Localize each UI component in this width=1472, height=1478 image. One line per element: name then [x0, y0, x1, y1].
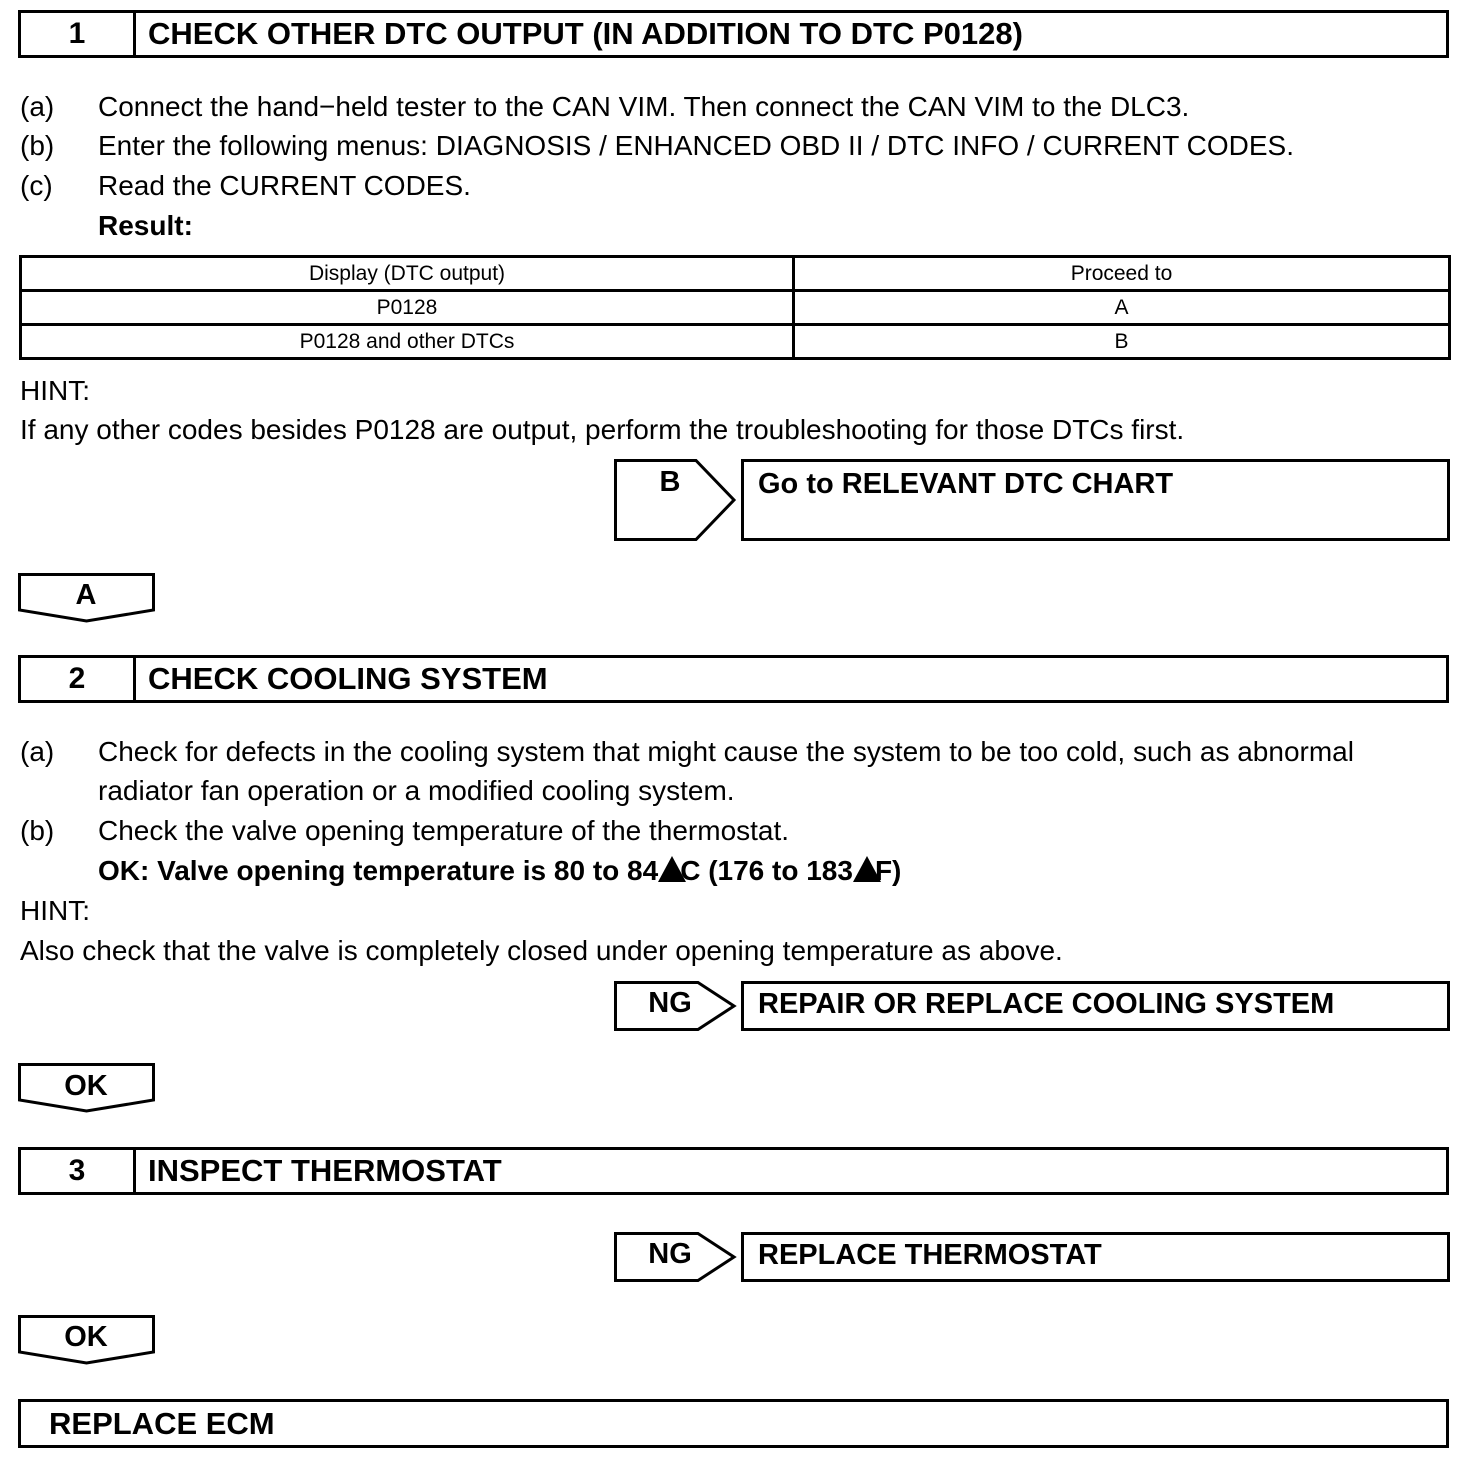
branch-ng-action: REPLACE THERMOSTAT	[741, 1232, 1450, 1282]
item-label: (b)	[20, 815, 55, 846]
final-action: REPLACE ECM	[49, 1405, 275, 1441]
table-cell: P0128	[21, 291, 794, 325]
table-row	[21, 325, 1450, 359]
table-row	[21, 291, 1450, 325]
step-2-ok-criterion	[98, 854, 901, 888]
table-cell: P0128 and other DTCs	[21, 325, 794, 359]
ok-text-part: C (176 to 183	[680, 855, 853, 886]
final-action-box	[18, 1399, 1449, 1448]
step-2-number: 2	[21, 658, 136, 700]
step-1-number: 1	[21, 13, 136, 55]
item-text: Check the valve opening temperature of the thermostat.	[98, 815, 790, 846]
result-label: Result:	[98, 210, 193, 241]
step-1-header	[18, 10, 1449, 58]
item-label: (b)	[20, 130, 55, 161]
table-header-cell: Proceed to	[794, 257, 1450, 291]
continue-a-label: A	[75, 579, 97, 611]
branch-b-action: Go to RELEVANT DTC CHART	[741, 459, 1450, 541]
item-text: Read the CURRENT CODES.	[98, 170, 471, 201]
item-text: Connect the hand−held tester to the CAN VIM. Then connect the CAN VIM to the DLC3.	[98, 91, 1190, 122]
ok-text-part: OK: Valve opening temperature is 80 to 84	[98, 855, 659, 886]
step-3-number: 3	[21, 1150, 136, 1192]
branch-ng-label: NG	[648, 1238, 692, 1270]
step-2-hint-label: HINT:	[20, 895, 90, 926]
step-3-header	[18, 1147, 1449, 1195]
branch-ng-label: NG	[648, 987, 692, 1019]
ok-text-part: F)	[874, 855, 902, 886]
step-3-title: INSPECT THERMOSTAT	[148, 1153, 502, 1188]
step-2-title: CHECK COOLING SYSTEM	[148, 661, 548, 696]
step-2-item-a-continued: radiator fan operation or a modified cooling system.	[98, 775, 735, 806]
step-1-hint-label: HINT:	[20, 375, 90, 406]
item-text: Check for defects in the cooling system that might cause the system to be too cold, such as abnormal	[98, 736, 1354, 767]
step-2-header	[18, 655, 1449, 703]
step-2-hint-text: Also check that the valve is completely closed under opening temperature as above.	[20, 935, 1063, 966]
item-label: (c)	[20, 170, 53, 201]
continue-ok-label: OK	[64, 1321, 108, 1353]
item-label: (a)	[20, 91, 55, 122]
table-header-row	[21, 257, 1450, 291]
table-cell: A	[794, 291, 1450, 325]
continue-ok-label: OK	[64, 1070, 108, 1102]
branch-b-label: B	[659, 466, 681, 498]
item-label: (a)	[20, 736, 55, 767]
step-1-hint-text: If any other codes besides P0128 are output, perform the troubleshooting for those DTCs first.	[20, 414, 1185, 445]
result-table	[19, 255, 1451, 360]
table-cell: B	[794, 325, 1450, 359]
item-text: Enter the following menus: DIAGNOSIS / ENHANCED OBD II / DTC INFO / CURRENT CODES.	[98, 130, 1294, 161]
branch-ng-action: REPAIR OR REPLACE COOLING SYSTEM	[741, 981, 1450, 1031]
step-1-title: CHECK OTHER DTC OUTPUT (IN ADDITION TO DTC P0128)	[148, 16, 1023, 51]
table-header-cell: Display (DTC output)	[21, 257, 794, 291]
